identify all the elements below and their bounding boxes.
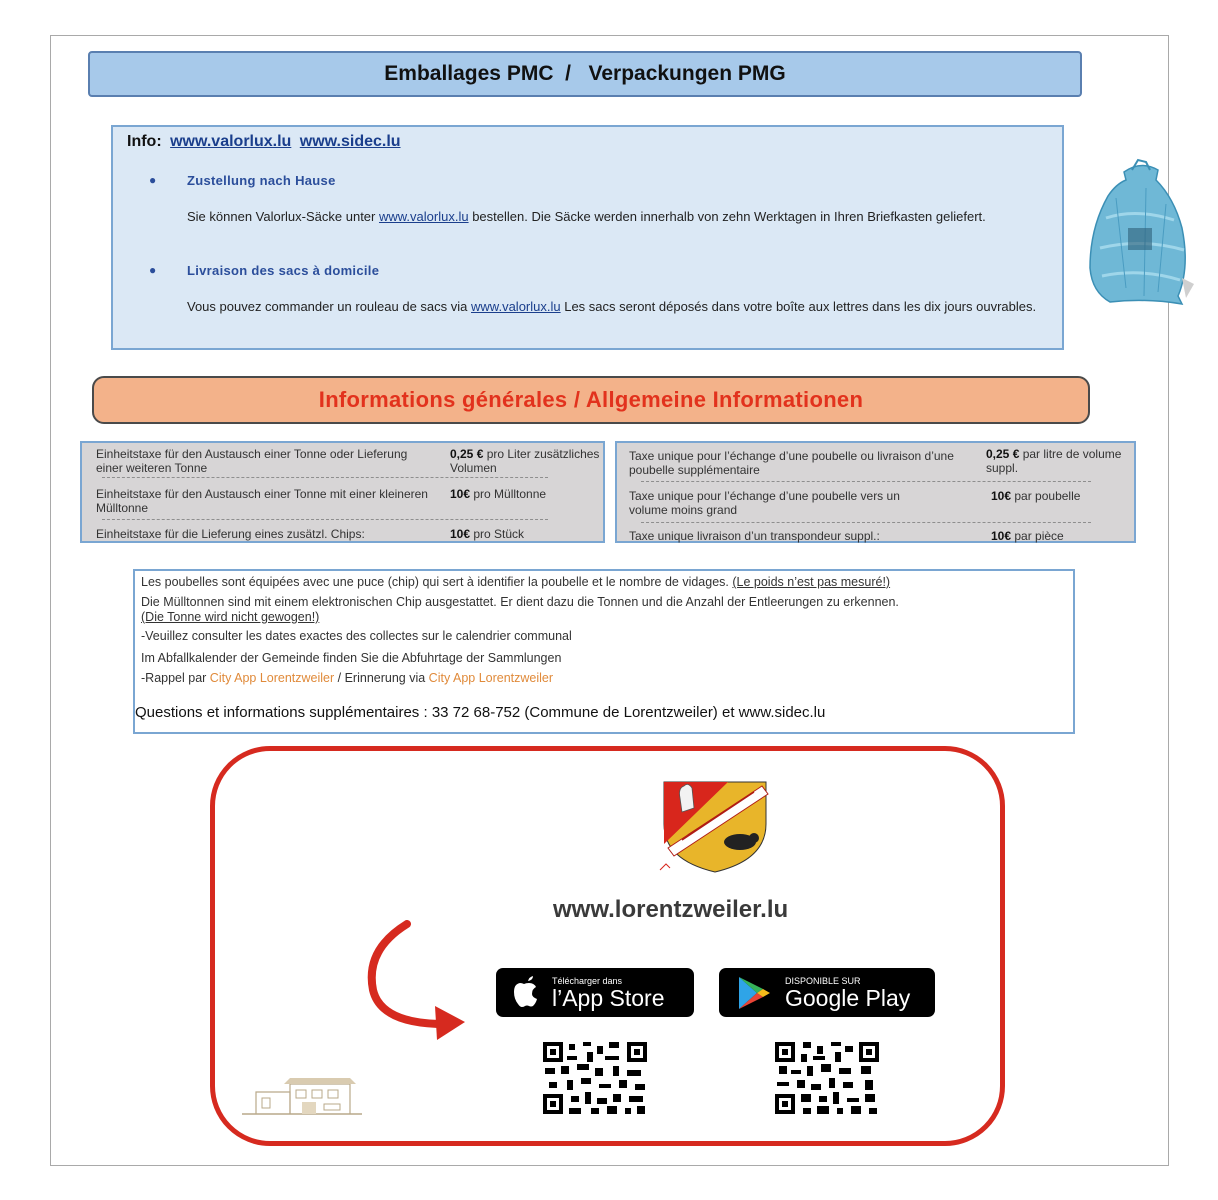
notice-chip-fr-note: (Le poids n’est pas mesuré!) (732, 575, 891, 589)
google-play-big-label: Google Play (785, 984, 911, 1011)
notice-chip-de-underlined: (Die Tonne wird nicht gewogen!) (141, 610, 320, 624)
tax-de-value-1-unit: pro Liter zusätzliches Volumen (450, 447, 600, 475)
tax-fr-label-3: Taxe unique livraison d’un transpondeur suppl.: (629, 529, 880, 543)
tax-de-value-2-unit: pro Mülltonne (470, 487, 547, 501)
bullet-dot: ● (149, 173, 157, 187)
notice-calendar-de: Im Abfallkalender der Gemeinde finden Sie die Abfuhrtage der Sammlungen (141, 651, 562, 665)
tax-de-value-3 (450, 527, 600, 541)
notice-chip-de-note (141, 610, 319, 625)
de-valorlux-link[interactable]: www.valorlux.lu (378, 209, 469, 224)
de-delivery-title: Zustellung nach Hause (187, 173, 336, 188)
info-heading (127, 133, 401, 151)
sidec-link[interactable]: www.sidec.lu (299, 133, 401, 150)
fr-text-before: Vous pouvez commander un rouleau de sacs via (187, 299, 472, 314)
tax-fr-value-2 (991, 489, 1131, 503)
app-store-button[interactable] (496, 968, 694, 1017)
de-text-before: Sie können Valorlux-Säcke unter (187, 209, 379, 224)
notice-calendar-fr: -Veuillez consulter les dates exactes des collectes sur le calendrier communal (141, 629, 572, 643)
de-text-after: bestellen. Die Säcke werden innerhalb von zehn Werktagen in Ihren Briefkasten geliefert. (468, 209, 986, 224)
city-app-link[interactable]: City App Lorentzweiler (428, 671, 554, 685)
tax-fr-value-2-unit: par poubelle (1011, 489, 1081, 503)
fr-delivery-title: Livraison des sacs à domicile (187, 263, 380, 278)
bullet-dot: ● (149, 263, 157, 277)
tax-fr-label-1: Taxe unique pour l’échange d’une poubelle ou livraison d’une poubelle supplémentaire (629, 449, 954, 477)
fr-valorlux-link[interactable]: www.valorlux.lu (471, 299, 561, 314)
app-store-qr-code[interactable] (543, 1042, 647, 1114)
app-store-text (552, 976, 665, 1010)
notice-box (133, 569, 1075, 734)
app-store-small-label: Télécharger dans (552, 975, 623, 986)
general-info-banner (92, 376, 1090, 424)
notice-reminder (141, 671, 553, 686)
tax-fr-value-1-amount: 0,25 € (986, 447, 1020, 461)
notice-reminder-prefix: -Rappel par (141, 671, 210, 685)
de-delivery-text (187, 209, 1067, 225)
tax-separator (641, 522, 1091, 523)
commune-website[interactable]: www.lorentzweiler.lu (553, 896, 789, 923)
tax-table-fr (615, 441, 1136, 543)
tax-separator (102, 477, 548, 478)
tax-fr-value-3 (991, 529, 1131, 543)
fr-text-after: Les sacs seront déposés dans votre boîte aux lettres dans les dix jours ouvrables. (560, 299, 1037, 314)
tax-fr-value-1 (986, 447, 1131, 475)
city-app-link[interactable]: City App Lorentzweiler (209, 671, 335, 685)
tax-de-value-3-unit: pro Stück (470, 527, 525, 541)
app-store-big-label: l’App Store (552, 984, 665, 1011)
tax-de-value-3-amount: 10€ (450, 527, 471, 541)
valorlux-link[interactable]: www.valorlux.lu (170, 133, 292, 150)
notice-chip-fr-text: Les poubelles sont équipées avec une puce (chip) qui sert à identifier la poubelle et le nombre de vidages. (141, 575, 733, 589)
info-box (111, 125, 1064, 350)
google-play-small-label: DISPONIBLE SUR (785, 975, 861, 986)
tax-fr-value-1-unit: par litre de volume suppl. (986, 447, 1122, 475)
tax-fr-label-2: Taxe unique pour l’échange d’une poubelle vers un volume moins grand (629, 489, 900, 517)
notice-chip-fr (141, 575, 890, 590)
google-play-button[interactable] (719, 968, 935, 1017)
page-title: Emballages PMC / Verpackungen PMG (384, 62, 786, 85)
title-banner (88, 51, 1082, 97)
notice-reminder-middle: / Erinnerung via (334, 671, 429, 685)
general-info-title: Informations générales / Allgemeine Informationen (318, 387, 864, 412)
recycling-bag-image (1086, 158, 1196, 306)
tax-fr-value-2-amount: 10€ (991, 489, 1012, 503)
tax-separator (102, 519, 548, 520)
google-play-qr-code[interactable] (775, 1042, 879, 1114)
tax-fr-value-3-unit: par pièce (1011, 529, 1064, 543)
curved-arrow-icon (355, 920, 470, 1050)
notice-chip-de: Die Mülltonnen sind mit einem elektronischen Chip ausgestattet. Er dient dazu die Tonnen und die Anzahl der Entleerungen zu erkennen. (141, 595, 899, 609)
tax-de-value-1-amount: 0,25 € (450, 447, 484, 461)
tax-de-value-2 (450, 487, 600, 501)
google-play-icon (733, 973, 773, 1013)
commune-crest-logo (658, 778, 772, 874)
google-play-text (785, 976, 910, 1010)
tax-de-label-1: Einheitstaxe für den Austausch einer Tonne oder Lieferung einer weiteren Tonne (96, 447, 408, 475)
fr-delivery-text (187, 299, 1067, 315)
tax-separator (641, 481, 1091, 482)
tax-table-de (80, 441, 605, 543)
tax-de-label-3: Einheitstaxe für die Lieferung eines zusätzl. Chips: (96, 527, 365, 541)
questions-line: Questions et informations supplémentaires : 33 72 68-752 (Commune de Lorentzweiler) et www.sidec.lu (135, 704, 826, 721)
tax-de-value-1 (450, 447, 600, 475)
town-hall-sketch (240, 1076, 364, 1116)
apple-icon (506, 973, 546, 1013)
tax-de-label-2: Einheitstaxe für den Austausch einer Tonne mit einer kleineren Mülltonne (96, 487, 428, 515)
tax-fr-value-3-amount: 10€ (991, 529, 1012, 543)
tax-de-value-2-amount: 10€ (450, 487, 471, 501)
info-label: Info: (127, 133, 162, 150)
